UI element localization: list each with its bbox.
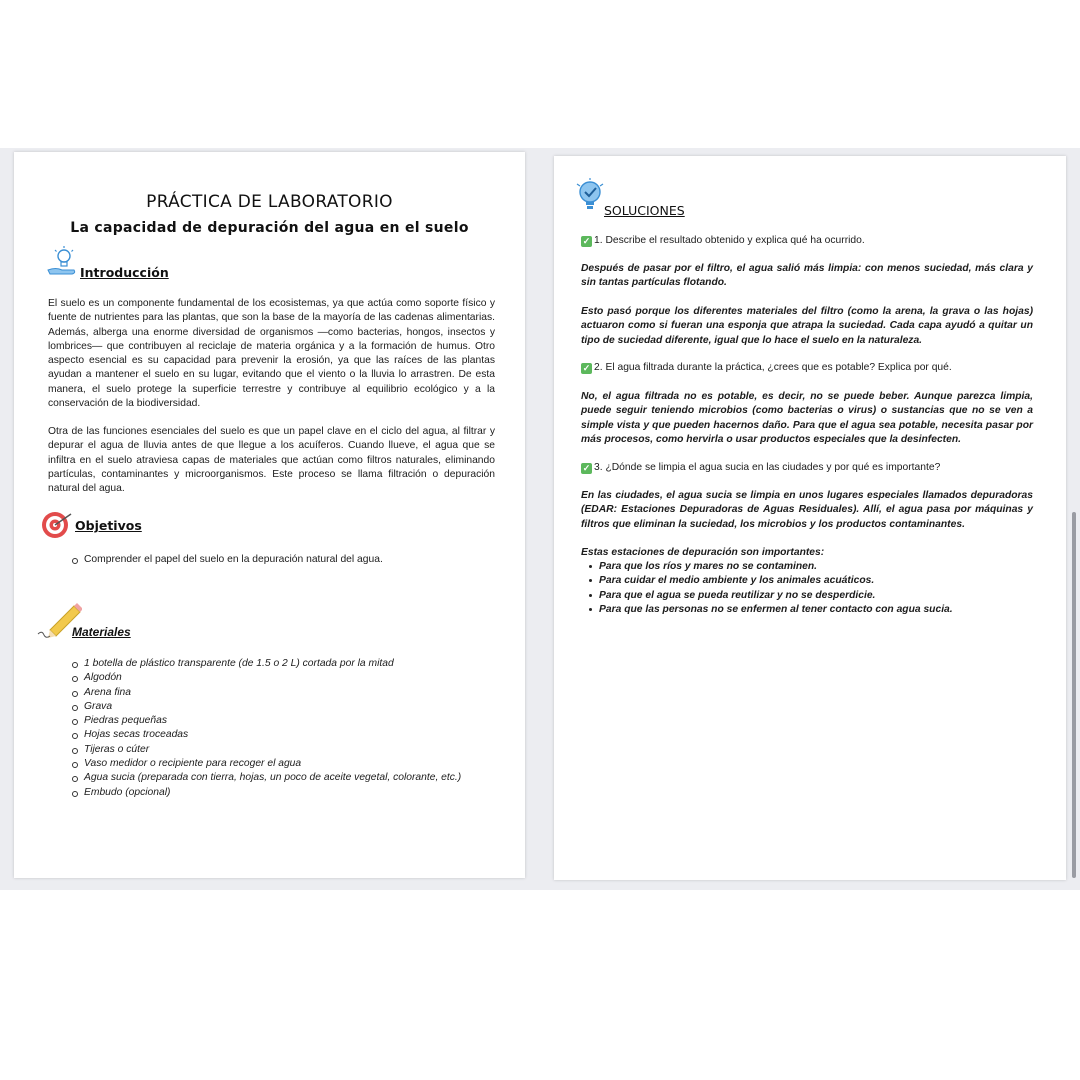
material-item: Arena fina (72, 686, 492, 700)
intro-paragraph-2: Otra de las funciones esenciales del suelo es que un papel clave en el ciclo del agua, al filtrar y depurar el agua de lluvia antes de que llegue a los acuíferos. Cuando llueve, el agua que se infiltra en el suelo atraviesa capas de materiales que actúan como filtros naturales, eliminando partículas, contaminantes y microorganismos. Este proceso se llama filtración o depuración natural del agua. (48, 426, 495, 495)
list-item: Para cuidar el medio ambiente y los animales acuáticos. (581, 574, 1033, 588)
material-item: 1 botella de plástico transparente (de 1.5 o 2 L) cortada por la mitad (72, 657, 492, 671)
target-icon (41, 510, 73, 540)
intro-heading: Introducción (80, 265, 169, 280)
material-item: Agua sucia (preparada con tierra, hojas, un poco de aceite vegetal, colorante, etc.) (72, 771, 492, 785)
question-3: ✓ 3. ¿Dónde se limpia el agua sucia en las ciudades y por qué es importante? (582, 462, 941, 473)
lightbulb-icon (46, 244, 80, 278)
question-2: ✓ 2. El agua filtrada durante la práctica, ¿crees que es potable? Explica por qué. (582, 362, 952, 373)
objectives-list (72, 553, 472, 567)
material-item: Algodón (72, 671, 492, 685)
checkmark-lightbulb-icon (574, 178, 606, 214)
document-page-1 (14, 152, 525, 878)
importance-list (581, 560, 1033, 617)
material-item: Hojas secas troceadas (72, 728, 492, 742)
answer-2: No, el agua filtrada no es potable, es decir, no se puede beber. Aunque parezca limpia, puede seguir teniendo microbios (como bacterias o virus) o sustancias que no se ven a simple vista y que pueden hacernos daño. Para que el agua sea potable, necesita pasar por más procesos, como hervirla o usar productos especiales que la desinfecten. (581, 391, 1033, 445)
scrollbar-thumb[interactable] (1072, 512, 1076, 878)
document-page-2 (554, 156, 1066, 880)
material-item: Piedras pequeñas (72, 714, 492, 728)
check-icon: ✓ (582, 463, 591, 473)
check-icon: ✓ (582, 363, 591, 373)
intro-paragraph-1: El suelo es un componente fundamental de los ecosistemas, ya que actúa como soporte físico y fuente de nutrientes para las plantas, que son la base de la mayoría de las cadenas alimentarias. Además, alberga una enorme diversidad de organismos —como bacterias, hongos, insectos y lombrices— que contribuyen al reciclaje de materia orgánica y a la formación de humus. Otro aspecto esencial es su capacidad para prevenir la erosión, ya que las raíces de las plantas ayudan a mantener el suelo en su lugar, evitando que el viento o la lluvia lo arrastren. De esta manera, el suelo protege la superficie terrestre y contribuye al equilibrio ecológico y a la conservación de la biodiversidad. (48, 298, 495, 410)
solutions-heading: SOLUCIONES (604, 203, 685, 218)
material-item: Vaso medidor o recipiente para recoger el agua (72, 757, 492, 771)
list-item: Para que las personas no se enfermen al tener contacto con agua sucia. (581, 603, 1033, 617)
objectives-heading: Objetivos (75, 518, 142, 533)
answer-1b: Esto pasó porque los diferentes materiales del filtro (como la arena, la grava o las hojas) actuaron como si fueran una esponja que atrapa la suciedad. Cada capa ayudó a quitar un tipo de suciedad diferente, igual que lo hace el suelo en la naturaleza. (581, 306, 1033, 346)
page-title: PRÁCTICA DE LABORATORIO (146, 192, 393, 212)
answer-3-list-intro: Estas estaciones de depuración son importantes: (581, 547, 825, 558)
material-item: Embudo (opcional) (72, 786, 492, 800)
materials-heading: Materiales (72, 625, 131, 639)
check-icon: ✓ (582, 236, 591, 246)
material-item: Tijeras o cúter (72, 743, 492, 757)
material-item: Grava (72, 700, 492, 714)
list-item: Para que el agua se pueda reutilizar y no se desperdicie. (581, 589, 1033, 603)
answer-1a: Después de pasar por el filtro, el agua salió más limpia: con menos suciedad, más clara y sin tantas partículas flotando. (581, 263, 1033, 289)
question-1: ✓ 1. Describe el resultado obtenido y explica qué ha ocurrido. (582, 235, 865, 246)
page-subtitle: La capacidad de depuración del agua en el suelo (70, 220, 469, 236)
objective-item: Comprender el papel del suelo en la depuración natural del agua. (72, 553, 472, 567)
answer-3: En las ciudades, el agua sucia se limpia en unos lugares especiales llamados depuradoras (EDAR: Estaciones Depuradoras de Aguas Residuales). Allí, el agua pasa por máquinas y filtros que eliminan la suciedad, los microbios y los productos contaminantes. (581, 490, 1033, 530)
list-item: Para que los ríos y mares no se contaminen. (581, 560, 1033, 574)
materials-list (72, 657, 492, 800)
